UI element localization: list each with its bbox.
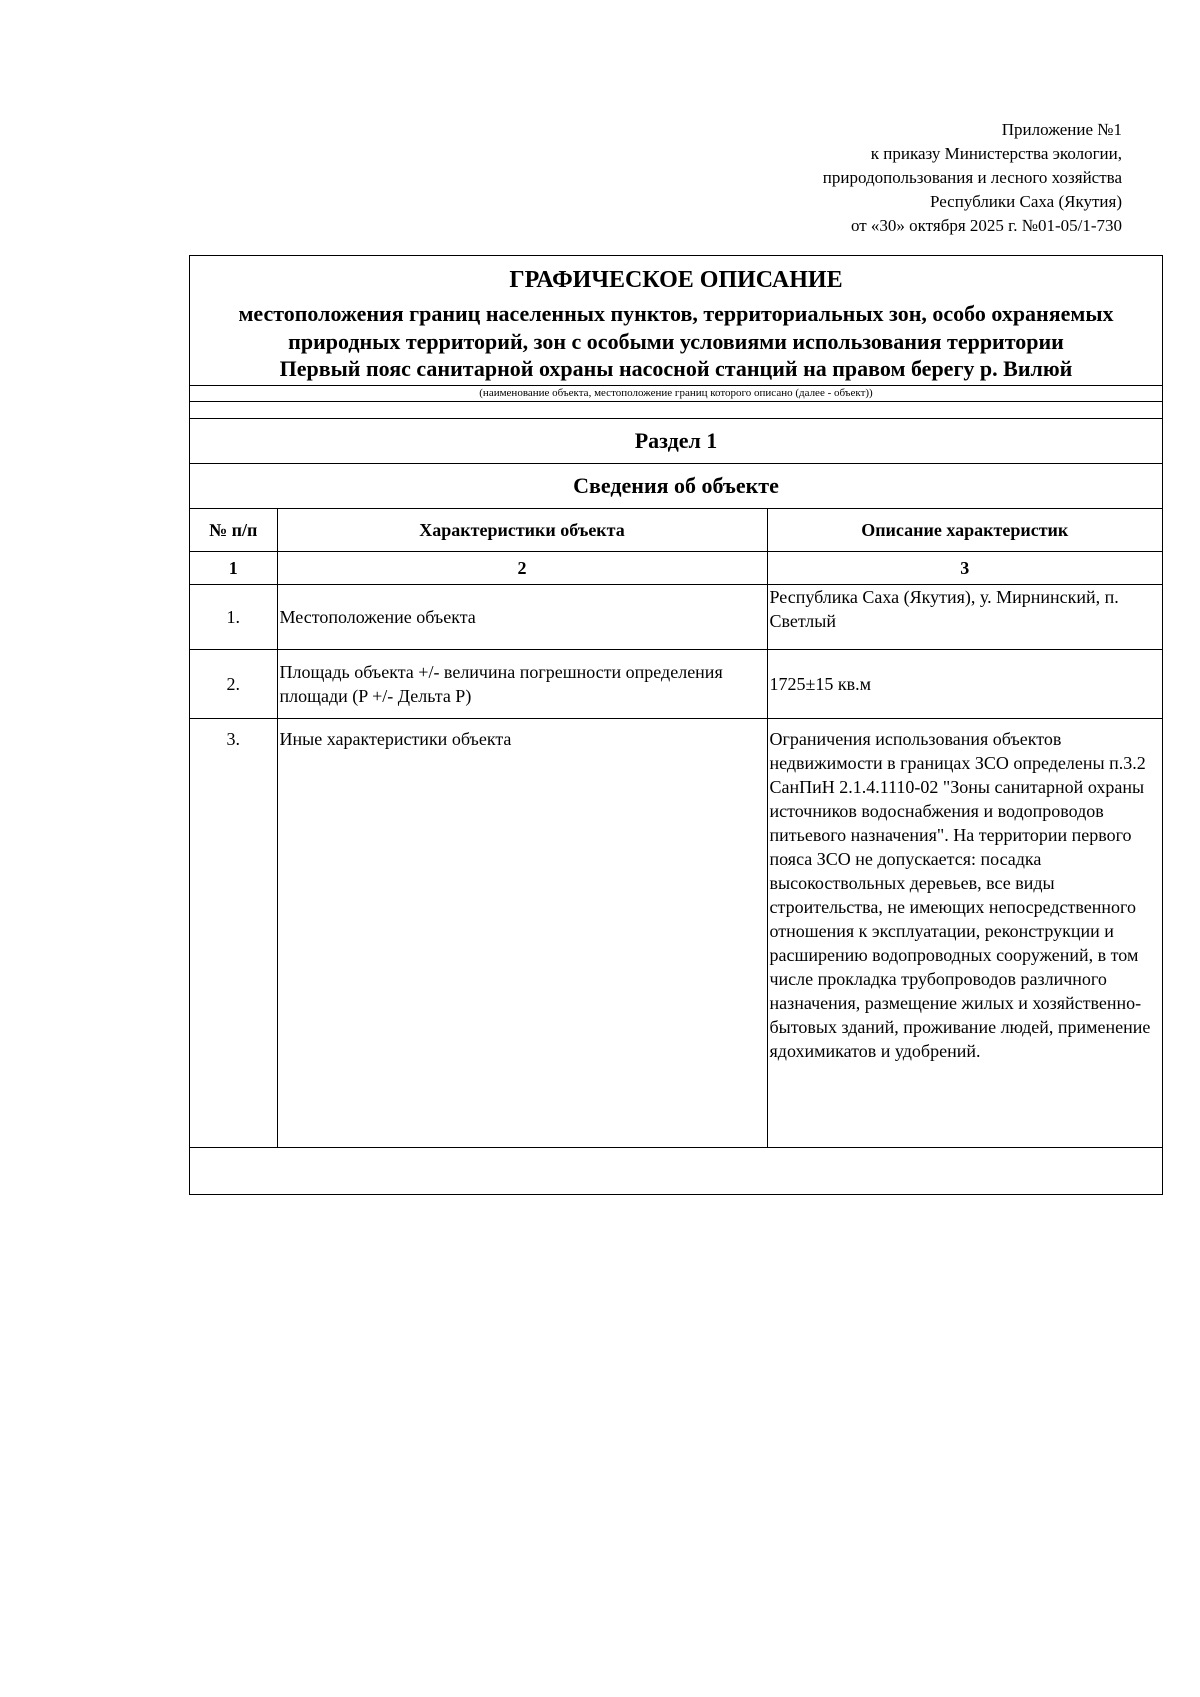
object-name-caption: (наименование объекта, местоположение границ которого описано (далее - объект)) (190, 386, 1162, 402)
table-header-row (190, 509, 1162, 552)
row-number: 1. (190, 585, 277, 650)
document-frame (189, 255, 1163, 1195)
row-description: Республика Саха (Якутия), у. Мирнинский, п. Светлый (767, 585, 1162, 650)
table-row (190, 650, 1162, 719)
appendix-line-1: Приложение №1 (1001, 120, 1122, 139)
appendix-line-3: природопользования и лесного хозяйства (822, 168, 1122, 187)
empty-footer-row (190, 1148, 1162, 1194)
appendix-line-5: от «30» октября 2025 г. №01-05/1-730 (850, 216, 1122, 235)
column-number-row (190, 552, 1162, 585)
row-number: 2. (190, 650, 277, 719)
row-characteristic: Иные характеристики объекта (277, 719, 767, 1148)
section-label: Раздел 1 (190, 419, 1162, 464)
row-number: 3. (190, 719, 277, 1148)
appendix-line-2: к приказу Министерства экологии, (870, 144, 1122, 163)
row-description: 1725±15 кв.м (767, 650, 1162, 719)
row-characteristic: Площадь объекта +/- величина погрешности определения площади (P +/- Дельта P) (277, 650, 767, 719)
appendix-line-4: Республики Саха (Якутия) (929, 192, 1122, 211)
header-number: № п/п (190, 509, 277, 552)
appendix-header (622, 118, 1122, 238)
document-subtitle: местоположения границ населенных пунктов, территориальных зон, особо охраняемых природных территорий, зон с особыми условиями использования территории (238, 301, 1114, 354)
row-description: Ограничения использования объектов недвижимости в границах ЗСО определены п.3.2 СанПиН 2.1.4.1110-02 "Зоны санитарной охраны источников водоснабжения и водопроводов питьевого назначения". На территории первого пояса ЗСО не допускается: посадка высокоствольных деревьев, все виды строительства, не имеющих непосредственного отношения к эксплуатации, реконструкции и расширению водопроводных сооружений, в том числе прокладка трубопроводов различного назначения, размещение жилых и хозяйственно-бытовых зданий, проживание людей, применение ядохимикатов и удобрений. (767, 719, 1162, 1148)
document-title: ГРАФИЧЕСКОЕ ОПИСАНИЕ (509, 267, 843, 293)
table-row (190, 719, 1162, 1148)
column-number: 2 (277, 552, 767, 585)
characteristics-table (190, 509, 1162, 1148)
header-characteristic: Характеристики объекта (277, 509, 767, 552)
column-number: 3 (767, 552, 1162, 585)
table-row (190, 585, 1162, 650)
title-block (190, 256, 1162, 386)
header-description: Описание характеристик (767, 509, 1162, 552)
section-heading: Сведения об объекте (190, 464, 1162, 509)
column-number: 1 (190, 552, 277, 585)
spacer-row (190, 402, 1162, 419)
row-characteristic: Местоположение объекта (277, 585, 767, 650)
object-name: Первый пояс санитарной охраны насосной станций на правом берегу р. Вилюй (279, 356, 1073, 381)
